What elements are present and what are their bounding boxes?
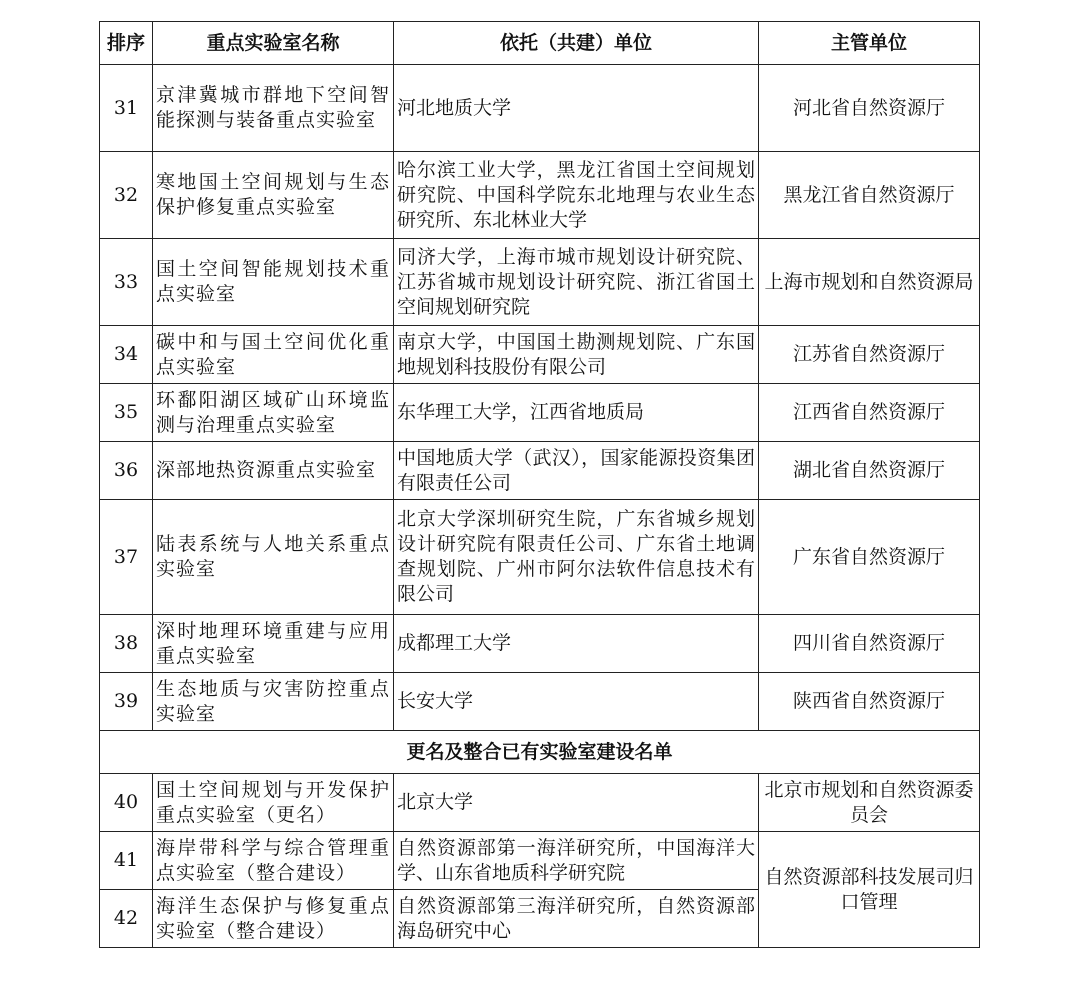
row-lab-name: 国土空间规划与开发保护重点实验室（更名） bbox=[153, 774, 394, 832]
row-admin: 陕西省自然资源厅 bbox=[759, 673, 980, 731]
row-unit: 北京大学 bbox=[394, 774, 759, 832]
row-unit: 南京大学，中国国土勘测规划院、广东国地规划科技股份有限公司 bbox=[394, 326, 759, 384]
row-no: 40 bbox=[100, 774, 153, 832]
row-admin: 湖北省自然资源厅 bbox=[759, 442, 980, 500]
row-no: 33 bbox=[100, 239, 153, 326]
table-row bbox=[100, 65, 980, 152]
row-lab-name: 深时地理环境重建与应用重点实验室 bbox=[153, 615, 394, 673]
row-lab-name: 环鄱阳湖区域矿山环境监测与治理重点实验室 bbox=[153, 384, 394, 442]
header-name: 重点实验室名称 bbox=[153, 22, 394, 65]
table-row bbox=[100, 673, 980, 731]
row-admin: 上海市规划和自然资源局 bbox=[759, 239, 980, 326]
row-unit: 北京大学深圳研究生院，广东省城乡规划设计研究院有限责任公司、广东省土地调查规划院、广州市阿尔法软件信息技术有限公司 bbox=[394, 500, 759, 615]
row-unit: 河北地质大学 bbox=[394, 65, 759, 152]
row-lab-name: 陆表系统与人地关系重点实验室 bbox=[153, 500, 394, 615]
row-lab-name: 海岸带科学与综合管理重点实验室（整合建设） bbox=[153, 832, 394, 890]
table-row bbox=[100, 326, 980, 384]
row-unit: 中国地质大学（武汉），国家能源投资集团有限责任公司 bbox=[394, 442, 759, 500]
row-admin: 四川省自然资源厅 bbox=[759, 615, 980, 673]
row-admin: 江西省自然资源厅 bbox=[759, 384, 980, 442]
section-header-row bbox=[100, 731, 980, 774]
row-lab-name: 生态地质与灾害防控重点实验室 bbox=[153, 673, 394, 731]
table-header-row bbox=[100, 22, 980, 65]
key-lab-table bbox=[99, 21, 980, 948]
header-unit: 依托（共建）单位 bbox=[394, 22, 759, 65]
row-admin: 江苏省自然资源厅 bbox=[759, 326, 980, 384]
table-row bbox=[100, 774, 980, 832]
row-no: 38 bbox=[100, 615, 153, 673]
table-row bbox=[100, 152, 980, 239]
row-lab-name: 国土空间智能规划技术重点实验室 bbox=[153, 239, 394, 326]
row-no: 32 bbox=[100, 152, 153, 239]
row-no: 42 bbox=[100, 890, 153, 948]
row-no: 35 bbox=[100, 384, 153, 442]
table-row bbox=[100, 384, 980, 442]
row-admin: 北京市规划和自然资源委员会 bbox=[759, 774, 980, 832]
row-unit: 同济大学，上海市城市规划设计研究院、江苏省城市规划设计研究院、浙江省国土空间规划研究院 bbox=[394, 239, 759, 326]
row-lab-name: 寒地国土空间规划与生态保护修复重点实验室 bbox=[153, 152, 394, 239]
header-no: 排序 bbox=[100, 22, 153, 65]
table-row bbox=[100, 615, 980, 673]
row-no: 41 bbox=[100, 832, 153, 890]
row-lab-name: 碳中和与国土空间优化重点实验室 bbox=[153, 326, 394, 384]
row-unit: 成都理工大学 bbox=[394, 615, 759, 673]
row-no: 36 bbox=[100, 442, 153, 500]
section-title: 更名及整合已有实验室建设名单 bbox=[100, 731, 980, 774]
table-row bbox=[100, 239, 980, 326]
row-admin: 河北省自然资源厅 bbox=[759, 65, 980, 152]
row-unit: 自然资源部第一海洋研究所，中国海洋大学、山东省地质科学研究院 bbox=[394, 832, 759, 890]
row-lab-name: 海洋生态保护与修复重点实验室（整合建设） bbox=[153, 890, 394, 948]
row-admin: 广东省自然资源厅 bbox=[759, 500, 980, 615]
row-no: 31 bbox=[100, 65, 153, 152]
row-lab-name: 京津冀城市群地下空间智能探测与装备重点实验室 bbox=[153, 65, 394, 152]
row-no: 39 bbox=[100, 673, 153, 731]
row-no: 37 bbox=[100, 500, 153, 615]
row-unit: 哈尔滨工业大学，黑龙江省国土空间规划研究院、中国科学院东北地理与农业生态研究所、东北林业大学 bbox=[394, 152, 759, 239]
row-unit: 自然资源部第三海洋研究所，自然资源部海岛研究中心 bbox=[394, 890, 759, 948]
row-unit: 东华理工大学，江西省地质局 bbox=[394, 384, 759, 442]
header-admin: 主管单位 bbox=[759, 22, 980, 65]
row-no: 34 bbox=[100, 326, 153, 384]
row-admin: 黑龙江省自然资源厅 bbox=[759, 152, 980, 239]
table-row bbox=[100, 832, 980, 890]
row-admin-shared: 自然资源部科技发展司归口管理 bbox=[759, 832, 980, 948]
table-row bbox=[100, 500, 980, 615]
row-unit: 长安大学 bbox=[394, 673, 759, 731]
table-row bbox=[100, 442, 980, 500]
row-lab-name: 深部地热资源重点实验室 bbox=[153, 442, 394, 500]
